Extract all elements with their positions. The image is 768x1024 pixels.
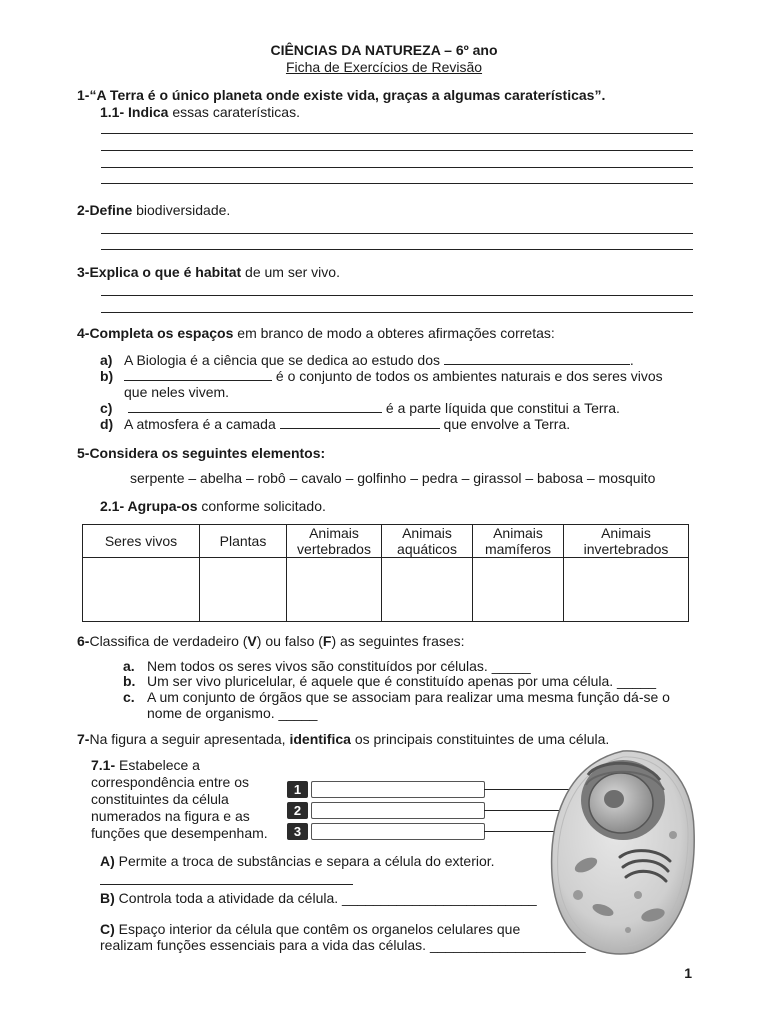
q6-item-c: c. A um conjunto de órgãos que se associam para realizar uma mesma função dá-se o (123, 689, 670, 705)
q6-item-c-cont: nome de organismo. _____ (147, 705, 318, 721)
table-cell[interactable] (200, 558, 287, 622)
table-cell[interactable] (473, 558, 564, 622)
function-a: A) Permite a troca de substâncias e separa a célula do exterior. (100, 853, 495, 869)
table-header: Plantas (200, 525, 287, 558)
q4-item-b: b) é o conjunto de todos os ambientes naturais e dos seres vivos (100, 368, 663, 384)
function-c: C) Espaço interior da célula que contêm os organelos celulares que (100, 921, 521, 937)
page-number: 1 (684, 965, 692, 981)
question-3: 3-Explica o que é habitat de um ser vivo. (77, 264, 340, 280)
question-7: 7-Na figura a seguir apresentada, identifica os principais constituintes de uma célula. (77, 731, 610, 747)
q4-item-b-cont: que neles vivem. (124, 384, 230, 400)
answer-line (101, 183, 693, 184)
table-cell[interactable] (564, 558, 689, 622)
question-1-1: 1.1- Indica essas caraterísticas. (100, 104, 300, 120)
q4-item-a: a) A Biologia é a ciência que se dedica ao estudo dos . (100, 352, 634, 368)
answer-line (101, 133, 693, 134)
function-c-cont: realizam funções essenciais para a vida das células. ____________________ (100, 937, 586, 953)
answer-field-2[interactable] (311, 802, 485, 819)
question-6: 6-Classifica de verdadeiro (V) ou falso (F) as seguintes frases: (77, 633, 465, 649)
question-5: 5-Considera os seguintes elementos: (77, 445, 326, 461)
table-header: Animais mamíferos (473, 525, 564, 558)
question-1: 1-“A Terra é o único planeta onde existe vida, graças a algumas caraterísticas”. (77, 87, 606, 103)
question-5-1: 2.1- Agrupa-os conforme solicitado. (100, 498, 326, 514)
q4-item-d: d) A atmosfera é a camada que envolve a Terra. (100, 416, 571, 432)
answer-line (101, 150, 693, 151)
question-2: 2-Define biodiversidade. (77, 202, 231, 218)
table-cell[interactable] (382, 558, 473, 622)
table-cell[interactable] (287, 558, 382, 622)
answer-line (101, 312, 693, 313)
answer-line (100, 884, 353, 885)
table-cell[interactable] (83, 558, 200, 622)
table-header: Animais invertebrados (564, 525, 689, 558)
answer-line (101, 295, 693, 296)
answer-line (101, 233, 693, 234)
answer-line (101, 249, 693, 250)
page-subtitle: Ficha de Exercícios de Revisão (285, 59, 483, 75)
q6-item-b: b. Um ser vivo pluricelular, é aquele que é constituído apenas por uma célula. _____ (123, 673, 656, 689)
answer-field-3[interactable] (311, 823, 485, 840)
animal-cell-illustration (548, 745, 698, 960)
number-badge-1: 1 (287, 781, 308, 798)
q4-item-c: c) é a parte líquida que constitui a Terra. (100, 400, 620, 416)
question-4: 4-Completa os espaços em branco de modo a obteres afirmações corretas: (77, 325, 555, 341)
table-header: Animais vertebrados (287, 525, 382, 558)
table-header: Animais aquáticos (382, 525, 473, 558)
answer-line (101, 167, 693, 168)
question-7-1: 7.1- Estabelece a correspondência entre os constituintes da célula numerados na figura e as funções que desempenham. (91, 757, 268, 841)
q6-item-a: a. Nem todos os seres vivos são constituídos por células. _____ (123, 658, 531, 674)
number-badge-2: 2 (287, 802, 308, 819)
table-header: Seres vivos (83, 525, 200, 558)
page-title: CIÊNCIAS DA NATUREZA – 6º ano (270, 42, 498, 58)
number-badge-3: 3 (287, 823, 308, 840)
answer-field-1[interactable] (311, 781, 485, 798)
classification-table (82, 524, 689, 622)
function-b: B) Controla toda a atividade da célula. _________________________ (100, 890, 537, 906)
elements-list: serpente – abelha – robô – cavalo – golfinho – pedra – girassol – babosa – mosquito (130, 470, 656, 486)
